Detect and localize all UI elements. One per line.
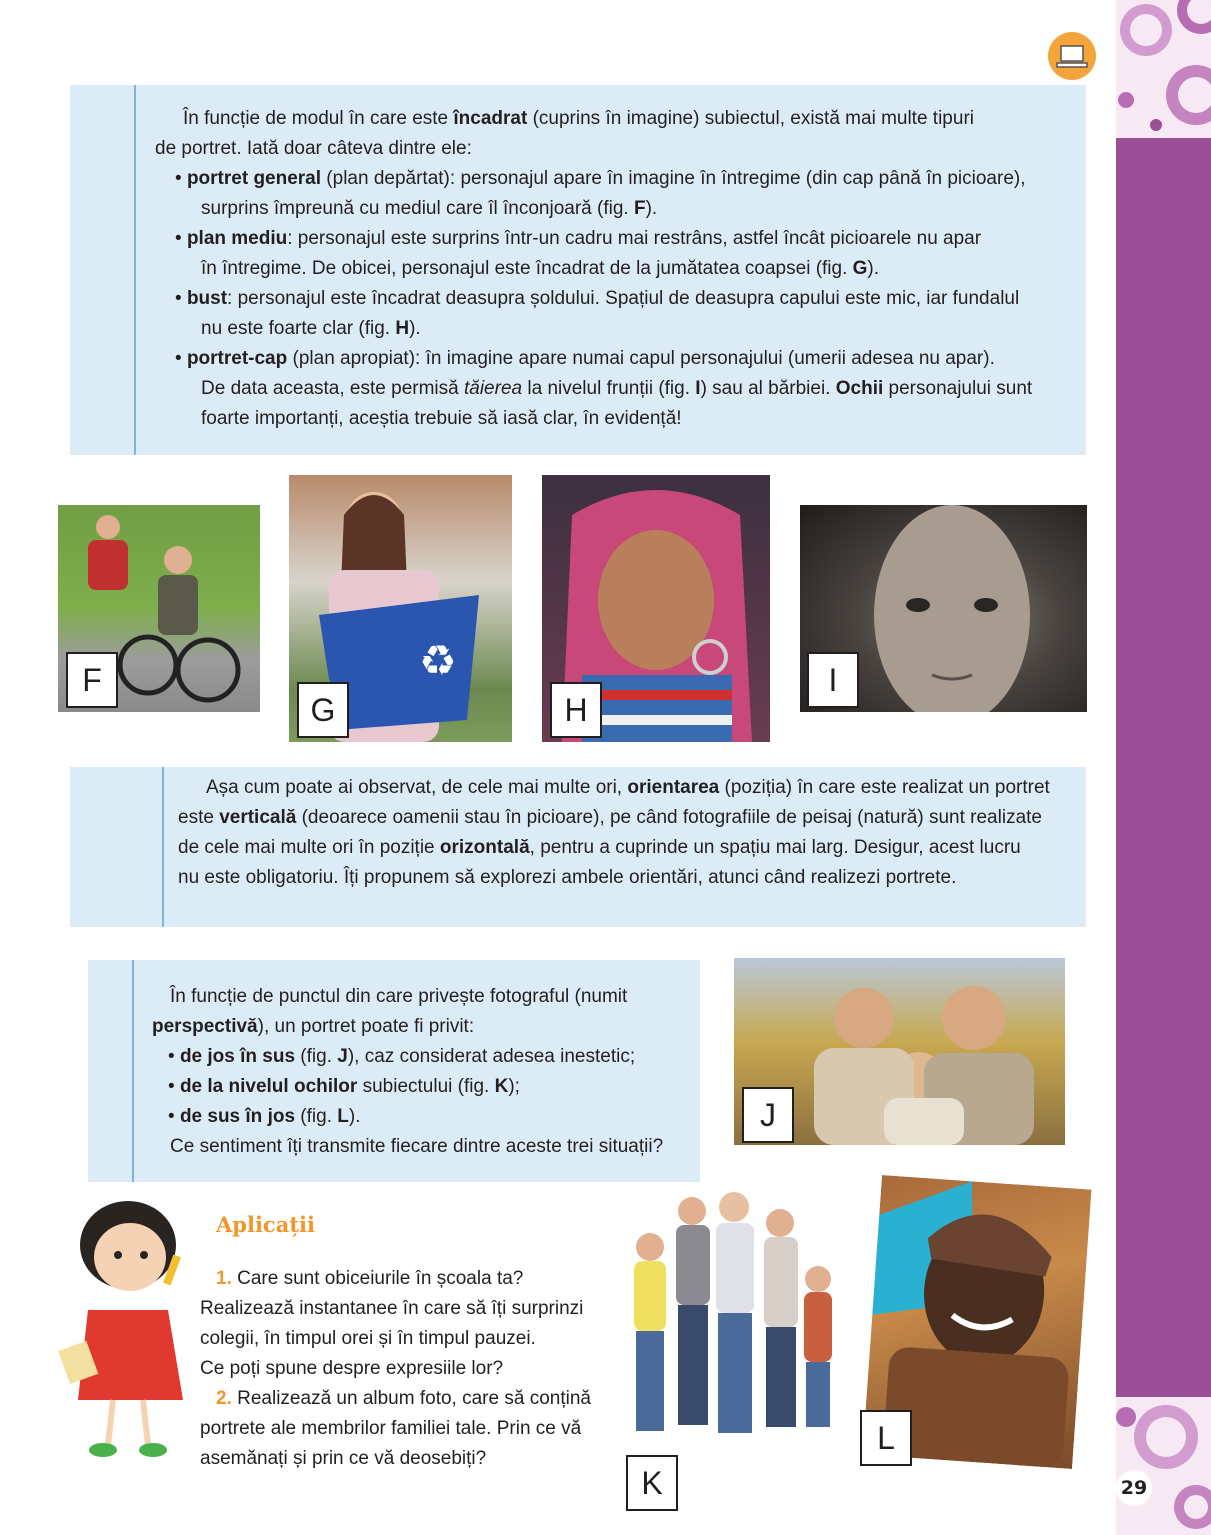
page-number: 29 <box>1116 1470 1152 1506</box>
side-band-pattern-bottom <box>1116 1397 1211 1535</box>
svg-text:♻: ♻ <box>419 636 457 685</box>
label-g: G <box>297 682 349 738</box>
dots-pattern <box>1116 0 1211 138</box>
dots-pattern-bottom <box>1116 1397 1211 1535</box>
side-band-pattern-top <box>1116 0 1211 138</box>
computer-icon <box>1048 32 1096 80</box>
label-j: J <box>742 1087 794 1143</box>
computer-icon-glyph <box>1048 32 1096 80</box>
note-margin-line-2 <box>162 767 164 927</box>
framing-text: În funcție de modul în care este încadrat (cuprins în imagine) subiectul, există mai multe tipuri de portret. Iată doar câteva dintre ele: • portret general (plan depărtat): personajul apare în imagine în întregime (din cap până în picioare), surprins împreună cu mediul care îl înconjoară (fig. F). • plan mediu: personajul este surprins într-un cadru mai restrâns, astfel încât picioarele nu apar în întregime. De obicei, personajul este încadrat de la jumătatea coapsei (fig. G). • bust: personajul este încadrat deasupra șoldului. Spațiul de deasupra capului este mic, iar fundalul nu este foarte clar (fig. H). • portret-cap (plan apropiat): în imagine apare numai capul personajului (umerii adesea nu apar). De data aceasta, este permisă tăierea la nivelul frunții (fig. I) sau al bărbiei. Ochii personajului sunt foarte importanți, aceștia trebuie să iasă clar, în evidență! <box>155 108 1033 429</box>
label-k: K <box>626 1455 678 1511</box>
girl-character-illustration <box>58 1195 198 1470</box>
side-band <box>1116 0 1211 1535</box>
note-margin-line-3 <box>132 960 134 1182</box>
label-l: L <box>860 1410 912 1466</box>
label-i: I <box>807 652 859 708</box>
note-margin-line <box>134 85 136 455</box>
label-h: H <box>550 682 602 738</box>
perspective-text: În funcție de punctul din care privește fotograful (numit perspectivă), un portret poate fi privit: • de jos în sus (fig. J), caz considerat adesea inestetic; • de la nivelul ochilor subiectului (fig. K); • de sus în jos (fig. L). Ce sentiment îți transmite fiecare dintre aceste trei situații? <box>152 986 664 1157</box>
applications-text: 1. Care sunt obiceiurile în școala ta? Realizează instantanee în care să îți surprinzi colegii, în timpul orei și în timpul pauzei. Ce poți spune despre expresiile lor? 2. Realizează un album foto, care să conțină portrete ale membrilor familiei tale. Prin ce vă asemănați și prin ce vă deosebiți? <box>200 1268 591 1469</box>
girl-character-svg <box>58 1195 198 1470</box>
applications-title: Aplicații <box>216 1212 315 1237</box>
orientation-text: Așa cum poate ai observat, de cele mai multe ori, orientarea (poziția) în care este realizat un portret este verticală (deoarece oamenii stau în picioare), pe când fotografiile de peisaj (natură) sunt realizate de cele mai multe ori în poziție orizontală, pentru a cuprinde un spațiu mai larg. Desigur, acest lucru nu este obligatoriu. Îți propunem să explorezi ambele orientări, atunci când realizezi portrete. <box>178 777 1050 888</box>
group-illustration <box>622 1185 848 1445</box>
label-f: F <box>66 652 118 708</box>
photo-k-group-eye-level <box>622 1185 848 1445</box>
